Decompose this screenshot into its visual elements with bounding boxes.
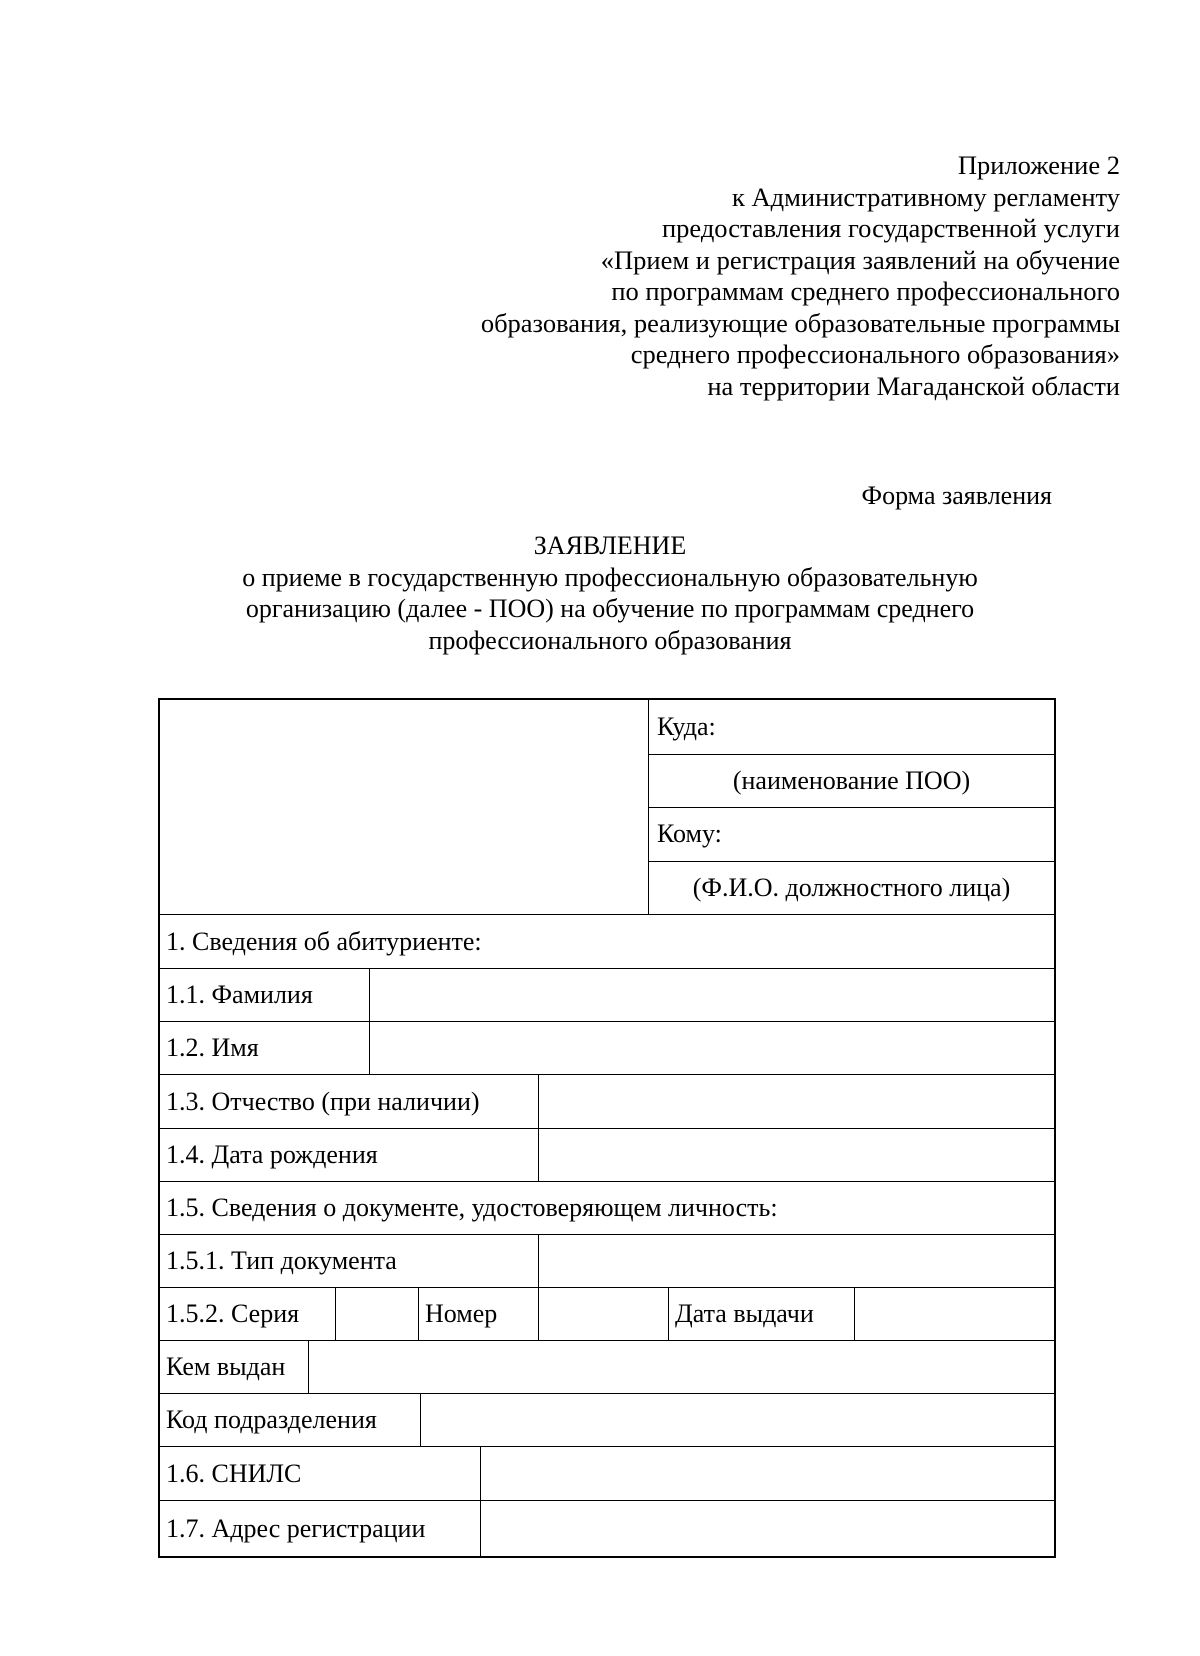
patronymic-label: 1.3. Отчество (при наличии) — [166, 1086, 480, 1116]
row-address — [160, 1500, 1054, 1556]
row-division-code — [160, 1393, 1054, 1446]
to-field[interactable]: (наименование ПОО) — [649, 754, 1054, 808]
series-label: 1.5.2. Серия — [166, 1299, 300, 1328]
doc-type-input[interactable] — [538, 1235, 1054, 1287]
section-1-label: 1. Сведения об абитуриенте: — [166, 926, 482, 956]
surname-input[interactable] — [369, 969, 1054, 1021]
appendix-line: на территории Магаданской области — [707, 370, 1120, 401]
title-line: профессионального образования — [428, 625, 792, 655]
document-title — [200, 530, 1020, 656]
row-doc-type — [160, 1234, 1054, 1287]
to-label: Куда: — [657, 711, 716, 741]
header-left-blank[interactable] — [160, 700, 648, 914]
snils-input[interactable] — [480, 1447, 1054, 1500]
title-heading: ЗАЯВЛЕНИЕ — [533, 531, 687, 560]
recipient-block — [648, 700, 1054, 914]
appendix-reference — [481, 150, 1120, 402]
form-label: Форма заявления — [861, 481, 1052, 510]
row-section-1 — [160, 914, 1054, 968]
row-surname — [160, 968, 1054, 1021]
appendix-line: «Прием и регистрация заявлений на обучение — [600, 244, 1120, 275]
application-form-table — [158, 698, 1056, 1558]
issue-date-label: Дата выдачи — [668, 1288, 854, 1340]
number-input[interactable] — [538, 1288, 668, 1340]
issued-by-label: Кем выдан — [166, 1352, 286, 1381]
title-line: о приеме в государственную профессиональную образовательную — [242, 562, 978, 592]
number-label: Номер — [418, 1288, 538, 1340]
issue-date-input[interactable] — [854, 1288, 1054, 1340]
doc-type-label: 1.5.1. Тип документа — [166, 1246, 397, 1275]
title-line: организацию (далее - ПОО) на обучение по программам среднего — [245, 594, 975, 623]
birth-date-label: 1.4. Дата рождения — [166, 1140, 378, 1169]
row-issued-by — [160, 1340, 1054, 1393]
issued-by-input[interactable] — [308, 1341, 1054, 1393]
row-name — [160, 1021, 1054, 1074]
row-series-number-date — [160, 1287, 1054, 1340]
whom-label: Кому: — [649, 807, 1054, 861]
series-input[interactable] — [335, 1288, 418, 1340]
appendix-line: образования, реализующие образовательные программы — [480, 307, 1120, 338]
whom-field[interactable]: (Ф.И.О. должностного лица) — [649, 861, 1054, 915]
appendix-line: к Административному регламенту — [732, 181, 1120, 212]
snils-label: 1.6. СНИЛС — [166, 1458, 302, 1488]
row-id-document — [160, 1181, 1054, 1234]
division-code-input[interactable] — [420, 1394, 1054, 1446]
division-code-label: Код подразделения — [166, 1405, 377, 1434]
birth-date-input[interactable] — [538, 1129, 1054, 1181]
row-birth-date — [160, 1128, 1054, 1181]
address-label: 1.7. Адрес регистрации — [166, 1513, 426, 1543]
appendix-line: Приложение 2 — [957, 150, 1120, 180]
address-input[interactable] — [480, 1501, 1054, 1556]
surname-label: 1.1. Фамилия — [166, 980, 313, 1009]
appendix-line: по программам среднего профессионального — [611, 276, 1120, 306]
row-patronymic — [160, 1074, 1054, 1128]
patronymic-input[interactable] — [538, 1075, 1054, 1128]
name-label: 1.2. Имя — [166, 1033, 259, 1062]
appendix-line: предоставления государственной услуги — [661, 213, 1120, 243]
appendix-line: среднего профессионального образования» — [630, 339, 1120, 369]
name-input[interactable] — [369, 1022, 1054, 1074]
row-snils — [160, 1446, 1054, 1500]
id-document-label: 1.5. Сведения о документе, удостоверяющем личность: — [166, 1193, 778, 1222]
